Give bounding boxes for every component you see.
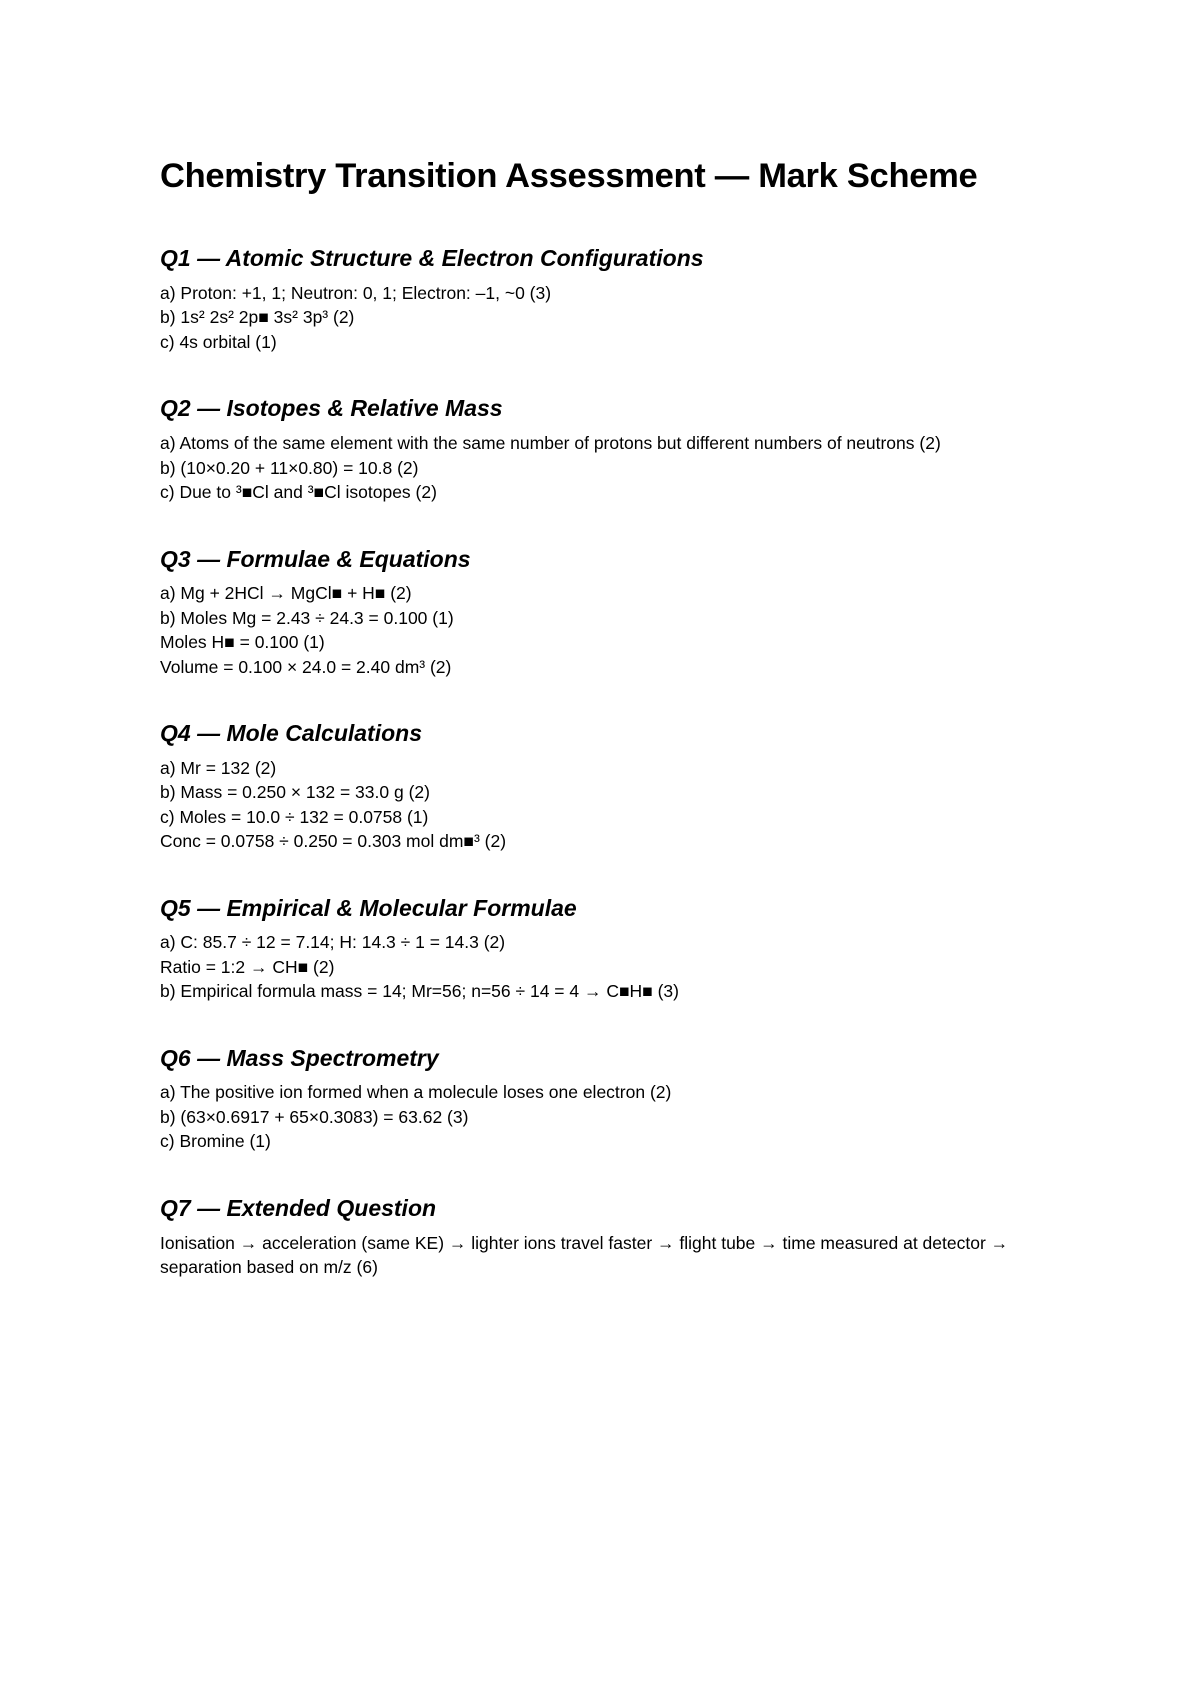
- section-heading: Q2 — Isotopes & Relative Mass: [160, 395, 503, 422]
- answer-line: c) Moles = 10.0 ÷ 132 = 0.0758 (1): [160, 806, 429, 827]
- section-q7: [160, 1195, 1060, 1280]
- answer-line: c) Bromine (1): [160, 1131, 271, 1152]
- section-q6: [160, 1045, 1060, 1154]
- answer-line: b) Mass = 0.250 × 132 = 33.0 g (2): [160, 782, 430, 803]
- answer-line: c) 4s orbital (1): [160, 331, 277, 352]
- section-q1: [160, 245, 1060, 354]
- answer-line: a) Mr = 132 (2): [160, 757, 277, 778]
- section-heading: Q7 — Extended Question: [160, 1194, 437, 1221]
- answer-line: b) Empirical formula mass = 14; Mr=56; n=56 ÷ 14 = 4 → C■H■ (3): [160, 981, 679, 1002]
- answer-line: Volume = 0.100 × 24.0 = 2.40 dm³ (2): [160, 656, 452, 677]
- answer-line: b) (10×0.20 + 11×0.80) = 10.8 (2): [160, 457, 419, 478]
- section-heading: Q5 — Empirical & Molecular Formulae: [160, 894, 577, 921]
- section-q2: [160, 395, 1060, 504]
- answer-line: Conc = 0.0758 ÷ 0.250 = 0.303 mol dm■³ (2): [160, 831, 507, 852]
- section-q5: [160, 895, 1060, 1004]
- answer-line: a) C: 85.7 ÷ 12 = 7.14; H: 14.3 ÷ 1 = 14.3 (2): [160, 932, 506, 953]
- section-heading: Q6 — Mass Spectrometry: [160, 1044, 439, 1071]
- answer-line: a) Proton: +1, 1; Neutron: 0, 1; Electron: –1, ~0 (3): [160, 282, 552, 303]
- answer-line: a) The positive ion formed when a molecule loses one electron (2): [160, 1082, 672, 1103]
- section-heading: Q3 — Formulae & Equations: [160, 545, 471, 572]
- section-heading: Q4 — Mole Calculations: [160, 720, 422, 747]
- answer-line: c) Due to ³■Cl and ³■Cl isotopes (2): [160, 482, 437, 503]
- section-q3: [160, 546, 1060, 680]
- answer-line: a) Mg + 2HCl → MgCl■ + H■ (2): [160, 583, 412, 604]
- answer-line: Moles H■ = 0.100 (1): [160, 632, 325, 653]
- answer-line: a) Atoms of the same element with the same number of protons but different numbers of neutrons (2): [160, 433, 941, 454]
- document-title: Chemistry Transition Assessment — Mark Scheme: [160, 157, 978, 195]
- answer-line: b) 1s² 2s² 2p■ 3s² 3p³ (2): [160, 307, 355, 328]
- section-q4: [160, 720, 1060, 854]
- section-heading: Q1 — Atomic Structure & Electron Configurations: [160, 245, 704, 272]
- mark-scheme-page: [160, 156, 1060, 1321]
- answer-line: Ratio = 1:2 → CH■ (2): [160, 956, 335, 977]
- answer-line: Ionisation → acceleration (same KE) → lighter ions travel faster → flight tube → time measured at detector → separation based on m/z (6): [160, 1232, 1009, 1278]
- answer-line: b) (63×0.6917 + 65×0.3083) = 63.62 (3): [160, 1106, 469, 1127]
- answer-line: b) Moles Mg = 2.43 ÷ 24.3 = 0.100 (1): [160, 607, 454, 628]
